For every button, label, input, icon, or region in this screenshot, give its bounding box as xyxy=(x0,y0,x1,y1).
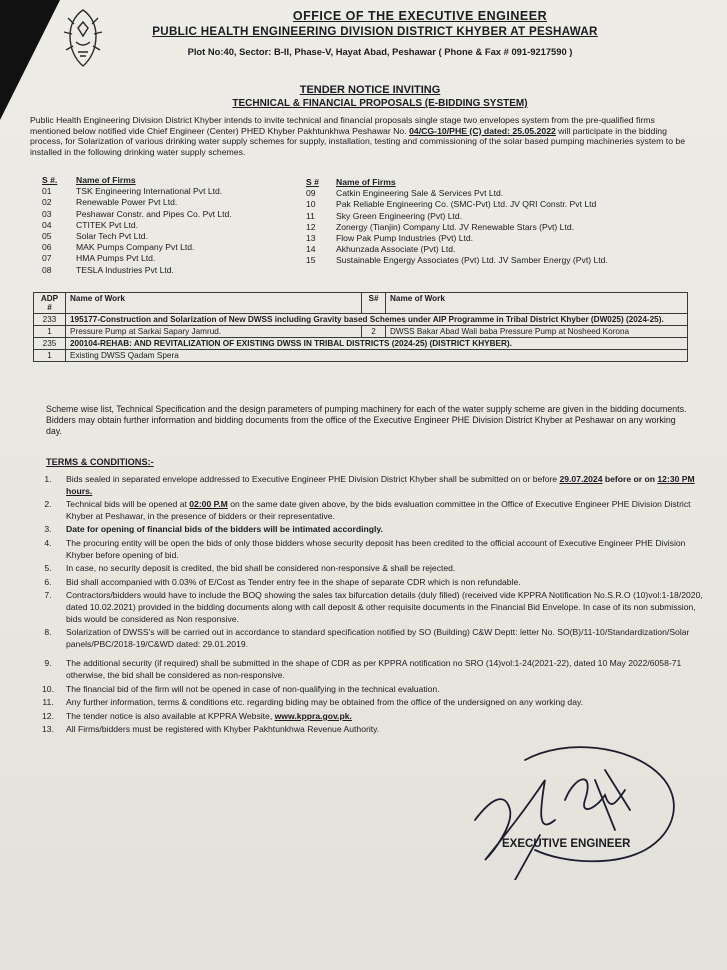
works-table xyxy=(33,292,688,362)
terms-heading: TERMS & CONDITIONS:- xyxy=(46,457,154,467)
firms-list-right xyxy=(306,177,608,267)
firm-name: Zonergy (Tianjin) Company Ltd. JV Renewable Stars (Pvt) Ltd. xyxy=(336,221,575,232)
intro-text-1: Public Health Engineering Division District Khyber intends to invite technical and financial proposals single stage two envelopes system from the pre-qualified firms mentioned below notified vide Chief Engineer (Center) PHED Khyber Pakhtunkhwa Peshawar No. xyxy=(30,115,655,136)
scheme-paragraph: Scheme wise list, Technical Specification and the design parameters of pumping machinery for each of the water supply scheme are given in the bidding documents. Bidders may obtain further information and bidding documents from the office of the Executive Engineer PHE Division District Khyber at Peshawar on any working day. xyxy=(46,404,687,437)
kpk-government-logo-icon xyxy=(60,6,106,72)
term-item: 1. Bids sealed in separated envelope addressed to Executive Engineer PHE Division District Khyber shall be submitted on or before 29.07.2024 before or on 12:30 PM hours. xyxy=(44,474,695,496)
intro-text-2: will participate in the bidding process, for Solarization of various drinking water supply schemes for supply, installation, testing and commissioning of the solar based pumping machineries system to be installed in the following drinking water supply schemes. xyxy=(30,125,686,157)
office-address: Plot No:40, Sector: B-II, Phase-V, Hayat Abad, Peshawar ( Phone & Fax # 091-9217590 ) xyxy=(187,46,573,57)
term-item: 2. Technical bids will be opened at 02:00 P.M on the same date given above, by the bids evaluation committee in the Office of Executive Engineer PHE Division District Khyber at Peshawar, in the presence of bidders or their representative. xyxy=(44,499,691,521)
firm-sn: 07 xyxy=(42,253,52,264)
firm-row xyxy=(42,197,232,208)
term-item: 12. The tender notice is also available at KPPRA Website, www.kppra.gov.pk. xyxy=(42,710,352,721)
term-item: 5. In case, no security deposit is credited, the bid shall be considered non-responsive & shall be rejected. xyxy=(30,563,705,575)
term-text: In case, no security deposit is credited, the bid shall be considered non-responsive & shall be rejected. xyxy=(66,563,456,574)
firm-name: MAK Pumps Company Pvt Ltd. xyxy=(76,242,195,253)
firm-sn: 03 xyxy=(42,208,52,219)
firm-name: TESLA Industries Pvt Ltd. xyxy=(76,264,174,275)
adp-row xyxy=(34,314,688,326)
firm-sn: 09 xyxy=(306,188,316,199)
term-text: Bids sealed in separated envelope addressed to Executive Engineer PHE Division District Khyber shall be submitted on or before xyxy=(66,474,560,484)
adp-title: 195177-Construction and Solarization of New DWSS including Gravity based Schemes under AIP Programme in Tribal District Khyber (DW025) (2024-25). xyxy=(66,314,688,326)
firm-row xyxy=(42,253,232,264)
works-header-row xyxy=(34,293,688,314)
firm-row xyxy=(42,220,232,231)
firm-sn: 01 xyxy=(42,186,52,197)
firm-sn: 08 xyxy=(42,264,52,275)
firm-name: Sustainable Engergy Associates (Pvt) Ltd. JV Samber Energy (Pvt) Ltd. xyxy=(336,255,608,266)
firm-sn: 15 xyxy=(306,255,316,266)
term-text: The procuring entity will be open the bids of only those bidders whose security deposit has been credited to the official account of Executive Engineer PHE Division Khyber before opening of bid. xyxy=(66,537,686,560)
term-item: 4. The procuring entity will be open the bids of only those bidders whose security deposit has been credited to the official account of Executive Engineer PHE Division Khyber before opening of bid. xyxy=(30,538,705,561)
firms-list-left xyxy=(42,175,232,276)
work-row xyxy=(34,326,688,338)
adp-number: 233 xyxy=(34,314,66,326)
work-name: DWSS Bakar Abad Wali baba Pressure Pump at Nosheed Korona xyxy=(386,326,688,338)
executive-engineer-label: EXECUTIVE ENGINEER xyxy=(502,838,631,850)
term-text: All Firms/bidders must be registered with Khyber Pakhtunkhwa Revenue Authority. xyxy=(66,724,380,735)
term-item: 7. Contractors/bidders would have to include the BOQ showing the sales tax bifurcation details (duly filled) (received vide KPPRA Notification No.S.R.O (10)vol:1-18/2020, dated 10.02.2021) provided in the bidding documents along with call deposit & other requisite documents in the Financial Bid Envelope. In case of its non submission, bids would be considered as Non responsive. xyxy=(30,590,705,625)
firm-sn: 13 xyxy=(306,233,316,244)
firm-row xyxy=(306,199,608,210)
firm-name: Catkin Engineering Sale & Services Pvt Ltd. xyxy=(336,188,504,199)
intro-paragraph xyxy=(30,115,690,157)
col-name-of-work: Name of Work xyxy=(66,293,362,314)
firm-name: HMA Pumps Pvt Ltd. xyxy=(76,253,156,264)
term-text: The additional security (if required) shall be submitted in the shape of CDR as per KPPRA notification no SRO (14)vol:1-24(2021-22), dated 10 May 2022/6058-71 otherwise, the bid shall be considered as non-responsive. xyxy=(66,658,682,680)
firm-name: Solar Tech Pvt Ltd. xyxy=(76,231,148,242)
firm-name: Sky Green Engineering (Pvt) Ltd. xyxy=(336,210,463,221)
term-text: on the same date given above, by the bids evaluation committee in the Office of Executive Engineer PHE Division District Khyber at Peshawar, in the presence of bidders or their representative. xyxy=(66,499,691,521)
firms-name-header: Name of Firms xyxy=(76,175,136,185)
term-item: 11. Any further information, terms & conditions etc. regarding biding may be obtained from the office of the undersigned on any working day. xyxy=(30,697,705,709)
term-text: Solarization of DWSS's will be carried out in accordance to standard specification notified by SO (Building) C&W Deptt: letter No. SO(B)/11-10/Standardization/Solar panels/PBC/2018-19/C&WD dated: 29.01.2019. xyxy=(66,627,690,649)
work-row xyxy=(34,350,688,362)
firms-left-header xyxy=(42,175,232,186)
term-item: 8. Solarization of DWSS's will be carried out in accordance to standard specification notified by SO (Building) C&W Deptt: letter No. SO(B)/11-10/Standardization/Solar panels/PBC/2018-19/C&WD dated: 29.01.2019. xyxy=(30,627,705,650)
firm-row xyxy=(42,242,232,253)
photo-edge-shadow xyxy=(0,0,60,120)
col-name-of-work-2: Name of Work xyxy=(386,293,688,314)
firm-name: Renewable Power Pvt Ltd. xyxy=(76,197,178,208)
firm-row xyxy=(306,255,608,266)
handwritten-signature xyxy=(455,740,695,880)
firm-sn: 14 xyxy=(306,244,316,255)
work-sn: 2 xyxy=(362,326,386,338)
firm-sn: 04 xyxy=(42,219,52,230)
col-sn: S# xyxy=(362,293,386,314)
firms-sn-header: S #. xyxy=(42,175,58,185)
opening-time: 02:00 P.M xyxy=(189,499,228,510)
adp-number: 235 xyxy=(34,338,66,350)
term-text: Contractors/bidders would have to include the BOQ showing the sales tax bifurcation details (duly filled) (received vide KPPRA Notification No.S.R.O (10)vol:1-18/2020, dated 10.02.2021) provided in the bidding documents along with call deposit & other requisite documents in the Financial Bid Envelope. In case of its non submission, bids would be considered as Non responsive. xyxy=(66,590,703,624)
firms-right-header xyxy=(306,177,608,188)
work-sn: 1 xyxy=(34,350,66,362)
notice-subtitle: TECHNICAL & FINANCIAL PROPOSALS (E-BIDDING SYSTEM) xyxy=(232,98,528,109)
firm-sn: 05 xyxy=(42,231,52,242)
firm-row xyxy=(306,244,608,255)
term-text: Any further information, terms & conditions etc. regarding biding may be obtained from the office of the undersigned on any working day. xyxy=(66,697,584,708)
submission-time: 12:30 PM hours. xyxy=(66,474,695,496)
firm-name: TSK Engineering International Pvt Ltd. xyxy=(76,186,223,197)
firm-row xyxy=(42,186,232,197)
term-item: 10. The financial bid of the firm will not be opened in case of non-qualifying in the technical evaluation. xyxy=(30,684,705,696)
firms-name-header: Name of Firms xyxy=(336,177,396,187)
adp-title: 200104-REHAB: AND REVITALIZATION OF EXISTING DWSS IN TRIBAL DISTRICTS (2024-25) (DISTRICT KHYBER). xyxy=(66,338,688,350)
firm-row xyxy=(306,211,608,222)
firm-row xyxy=(42,231,232,242)
term-text: Technical bids will be opened at xyxy=(66,499,190,510)
firm-name: Peshawar Constr. and Pipes Co. Pvt Ltd. xyxy=(76,208,232,219)
intro-reference: 04/CG-10/PHE (C) dated: 25.05.2022 xyxy=(409,125,556,136)
firm-name: CTITEK Pvt Ltd. xyxy=(76,219,139,230)
term-item: 13. All Firms/bidders must be registered with Khyber Pakhtunkhwa Revenue Authority. xyxy=(30,724,705,736)
term-text: The financial bid of the firm will not be opened in case of non-qualifying in the technical evaluation. xyxy=(66,683,440,694)
office-title: OFFICE OF THE EXECUTIVE ENGINEER xyxy=(292,9,548,23)
col-adp: ADP # xyxy=(34,293,66,314)
term-item: 3. Date for opening of financial bids of the bidders will be intimated accordingly. xyxy=(30,524,705,536)
firm-sn: 02 xyxy=(42,197,52,208)
term-item: 6. Bid shall accompanied with 0.03% of E/Cost as Tender entry fee in the shape of separate CDR which is non refundable. xyxy=(30,577,705,589)
firm-row xyxy=(306,222,608,233)
adp-row xyxy=(34,338,688,350)
terms-list xyxy=(30,474,705,738)
submission-date: 29.07.2024 xyxy=(559,474,603,484)
kppra-website-link[interactable]: www.kppra.gov.pk. xyxy=(274,710,352,721)
term-text: Bid shall accompanied with 0.03% of E/Cost as Tender entry fee in the shape of separate CDR which is non refundable. xyxy=(66,576,521,587)
firm-sn: 12 xyxy=(306,221,316,232)
firm-name: Pak Reliable Engineering Co. (SMC-Pvt) Ltd. JV QRI Constr. Pvt Ltd xyxy=(336,199,597,210)
firm-name: Flow Pak Pump Industries (Pvt) Ltd. xyxy=(336,233,474,244)
term-text: Date for opening of financial bids of the bidders will be intimated accordingly. xyxy=(66,524,383,535)
firm-row xyxy=(42,265,232,276)
work-sn: 1 xyxy=(34,326,66,338)
notice-title: TENDER NOTICE INVITING xyxy=(299,84,441,96)
firms-sn-header: S # xyxy=(306,177,319,187)
term-item: 9. The additional security (if required) shall be submitted in the shape of CDR as per KPPRA notification no SRO (14)vol:1-24(2021-22), dated 10 May 2022/6058-71 otherwise, the bid shall be considered as non-responsive. xyxy=(30,658,705,681)
term-text: The tender notice is also available at KPPRA Website, xyxy=(66,710,275,721)
work-name: Pressure Pump at Sarkai Sapary Jamrud. xyxy=(66,326,362,338)
firm-name: Akhunzada Associate (Pvt) Ltd. xyxy=(336,244,456,255)
division-title: PUBLIC HEALTH ENGINEERING DIVISION DISTRICT KHYBER AT PESHAWAR xyxy=(152,25,598,38)
work-name: Existing DWSS Qadam Spera xyxy=(66,350,688,362)
firm-row xyxy=(42,209,232,220)
firm-sn: 11 xyxy=(306,210,315,221)
firm-row xyxy=(306,188,608,199)
firm-sn: 06 xyxy=(42,242,52,253)
firm-row xyxy=(306,233,608,244)
firm-sn: 10 xyxy=(306,199,316,210)
term-text: before or on xyxy=(602,474,658,484)
